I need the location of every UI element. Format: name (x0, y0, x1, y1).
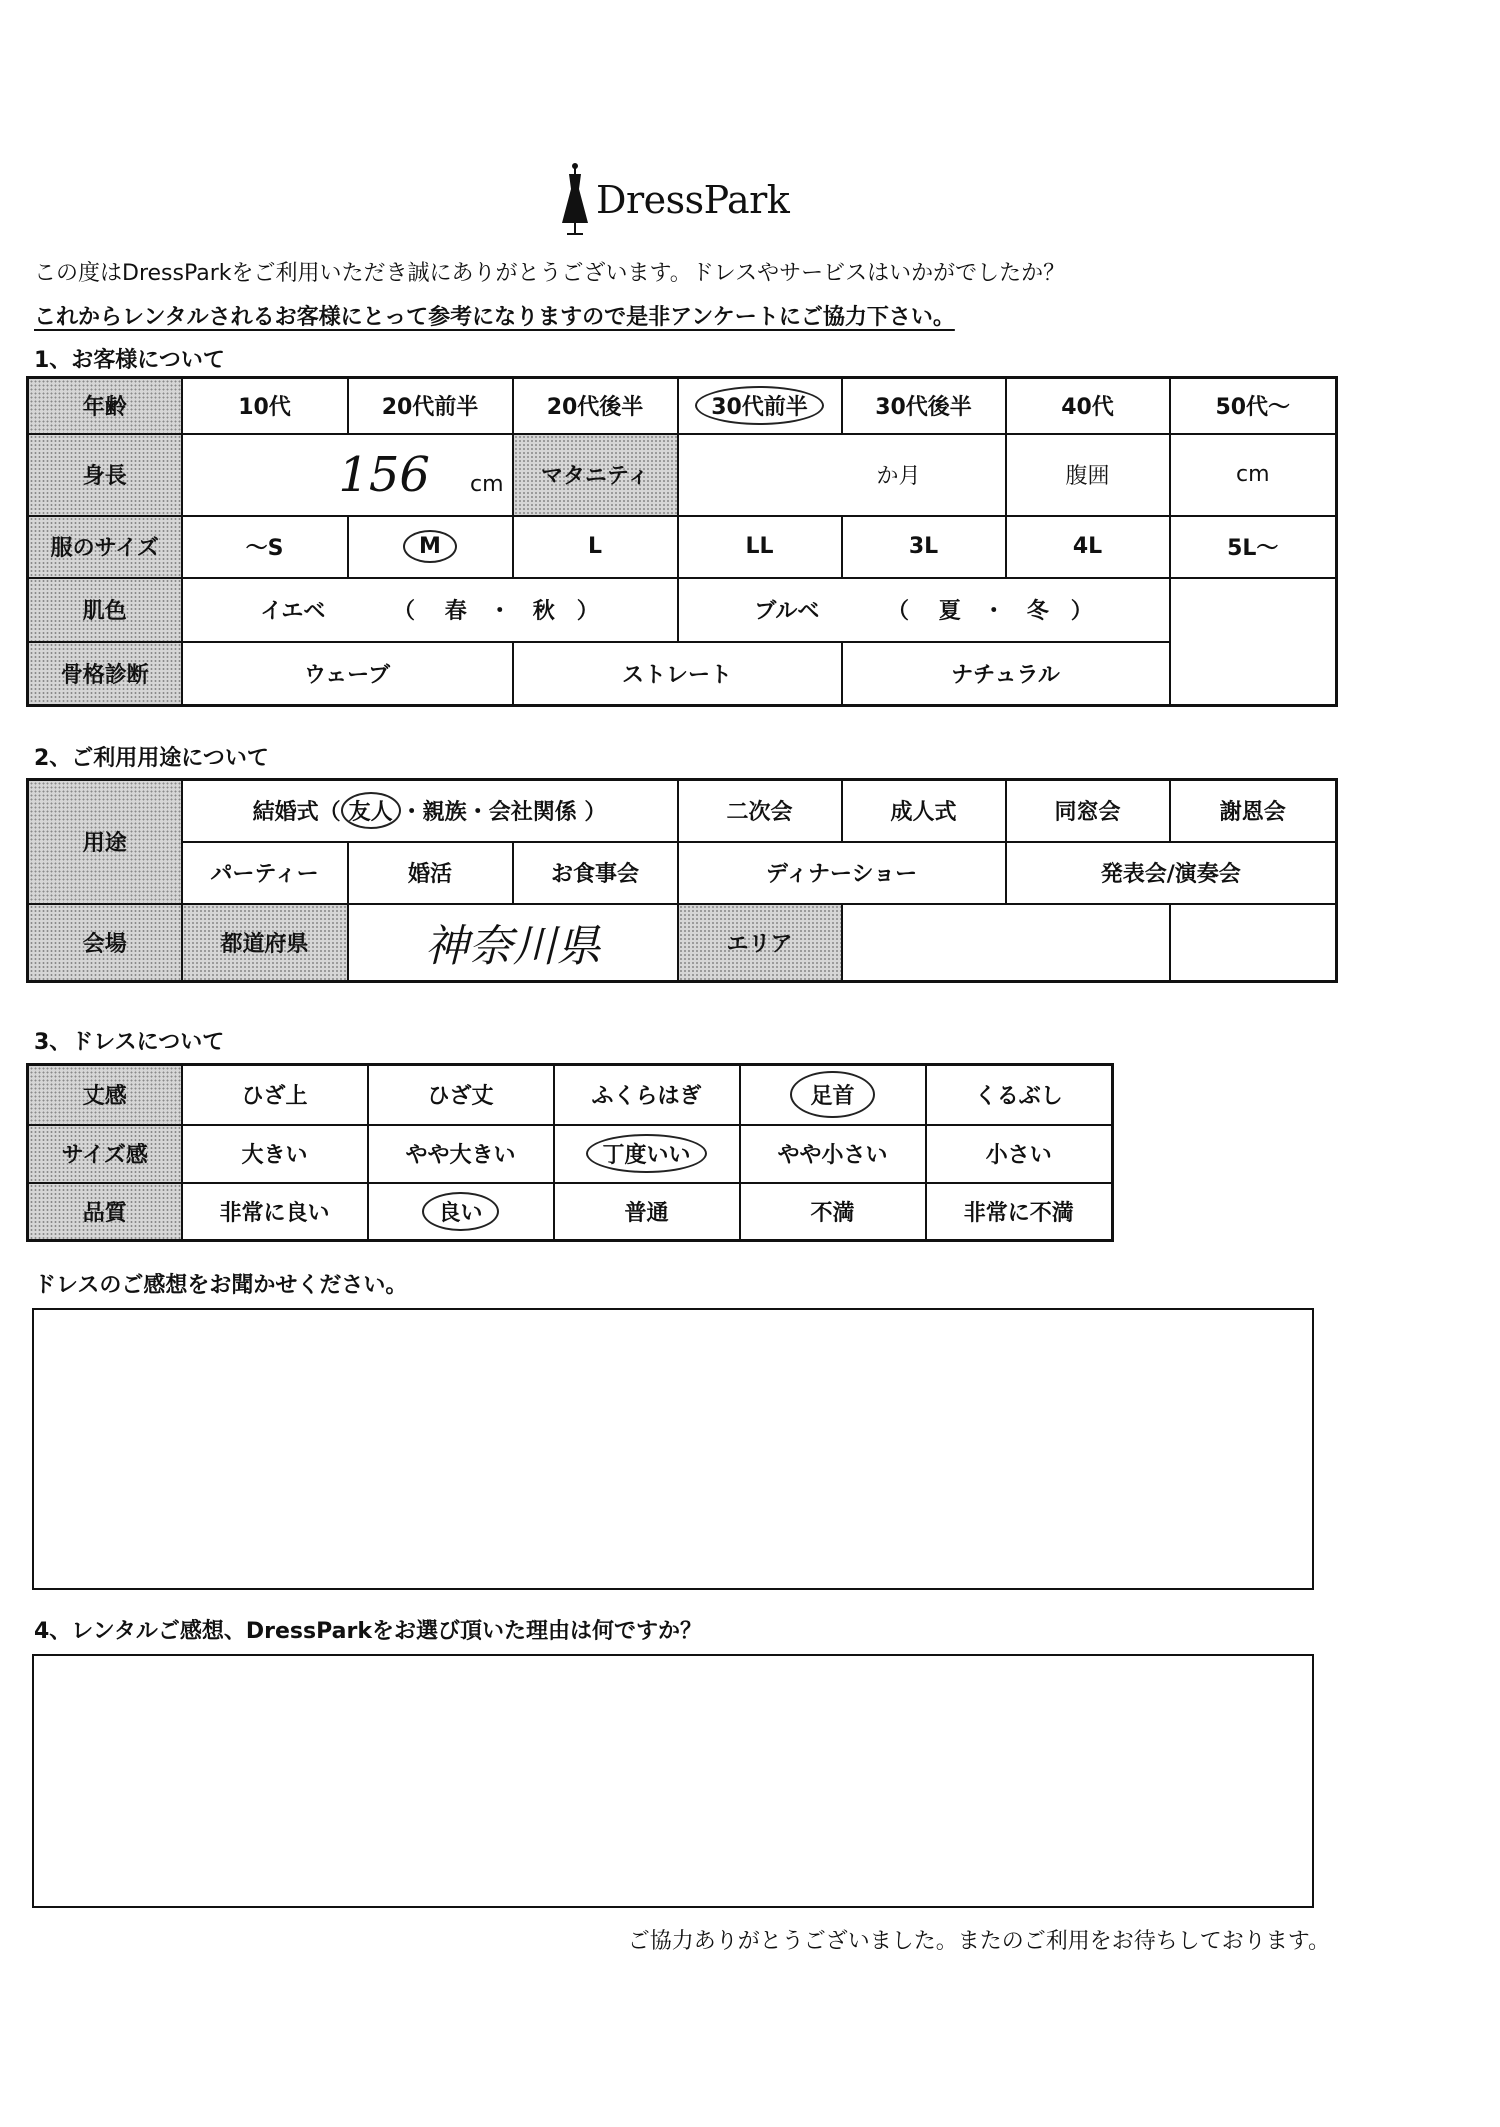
skeleton-option-straight[interactable]: ストレート (513, 642, 842, 706)
usage-option-dinner[interactable]: お食事会 (513, 842, 678, 904)
intro-request: これからレンタルされるお客様にとって参考になりますので是非アンケートにご協力下さい。 (34, 305, 955, 330)
fit-option-slightly-small[interactable]: やや小さい (740, 1125, 926, 1183)
prefecture-value: 神奈川県 (424, 921, 601, 973)
height-value: 156 (338, 446, 430, 503)
blue-base-option[interactable]: ブルベ （ 夏 ・ 冬 ） (678, 578, 1170, 642)
usage-option-dinner-show[interactable]: ディナーショー (678, 842, 1006, 904)
usage-row-1 (28, 780, 1337, 842)
maternity-label: マタニティ (513, 434, 678, 516)
area-label: エリア (678, 904, 842, 982)
prefecture-label: 都道府県 (182, 904, 348, 982)
length-option-ankle[interactable] (740, 1065, 926, 1125)
empty-cell (1170, 904, 1337, 982)
rental-comment-box[interactable] (32, 1654, 1314, 1908)
quality-option-excellent[interactable]: 非常に良い (182, 1183, 368, 1241)
spring-option[interactable]: 春 (444, 599, 467, 624)
quality-option-poor[interactable]: 不満 (740, 1183, 926, 1241)
relatives-option[interactable]: 親族 (422, 800, 467, 826)
quality-label: 品質 (28, 1183, 182, 1241)
venue-row (28, 904, 1337, 982)
section1-title: 1、お客様について (34, 348, 225, 373)
length-row (28, 1065, 1113, 1125)
closing-message: ご協力ありがとうございました。またのご利用をお待ちしております。 (627, 1929, 1330, 1954)
dress-mannequin-icon (558, 161, 592, 239)
winter-option[interactable]: 冬 (1026, 599, 1049, 624)
skeleton-label: 骨格診断 (28, 642, 182, 706)
skeleton-row (28, 642, 1337, 706)
length-option-anklebone[interactable]: くるぶし (926, 1065, 1113, 1125)
usage-option-thanks-party[interactable]: 謝恩会 (1170, 780, 1337, 842)
length-option-above-knee[interactable]: ひざ上 (182, 1065, 368, 1125)
quality-option-good[interactable] (368, 1183, 554, 1241)
maternity-unit: か月 (876, 464, 921, 489)
fit-option-large[interactable]: 大きい (182, 1125, 368, 1183)
usage-option-coming-of-age[interactable]: 成人式 (842, 780, 1006, 842)
size-row (28, 516, 1337, 578)
section2-title: 2、ご利用用途について (34, 746, 269, 771)
summer-option[interactable]: 夏 (938, 599, 961, 624)
size-option-3l[interactable]: 3L (842, 516, 1006, 578)
size-label: 服のサイズ (28, 516, 182, 578)
fit-option-slightly-large[interactable]: やや大きい (368, 1125, 554, 1183)
age-label: 年齢 (28, 378, 182, 434)
usage-label: 用途 (28, 780, 182, 904)
fit-option-just-right[interactable] (554, 1125, 740, 1183)
dress-comment-title: ドレスのご感想をお聞かせください。 (34, 1273, 408, 1298)
yellow-base-option[interactable]: イエベ （ 春 ・ 秋 ） (182, 578, 678, 642)
quality-row (28, 1183, 1113, 1241)
brand-name: DressPark (596, 178, 790, 222)
length-label: 丈感 (28, 1065, 182, 1125)
section4-title: 4、レンタルご感想、DressParkをお選び頂いた理由は何ですか？ (34, 1619, 702, 1644)
length-option-calf[interactable]: ふくらはぎ (554, 1065, 740, 1125)
venue-label: 会場 (28, 904, 182, 982)
size-option-s[interactable]: ～S (182, 516, 348, 578)
empty-cell (1170, 578, 1337, 642)
age-row (28, 378, 1337, 434)
dresspark-logo (558, 160, 789, 240)
company-option[interactable]: 会社関係 (488, 800, 577, 826)
skin-label: 肌色 (28, 578, 182, 642)
selected-circle: 良い (422, 1192, 498, 1231)
usage-option-afterparty[interactable]: 二次会 (678, 780, 842, 842)
usage-option-konkatsu[interactable]: 婚活 (348, 842, 513, 904)
length-option-knee[interactable]: ひざ丈 (368, 1065, 554, 1125)
age-option-50s[interactable]: 50代～ (1170, 378, 1337, 434)
skeleton-option-wave[interactable]: ウェーブ (182, 642, 513, 706)
quality-option-very-poor[interactable]: 非常に不満 (926, 1183, 1113, 1241)
age-option-20s-late[interactable]: 20代後半 (513, 378, 678, 434)
usage-row-2 (28, 842, 1337, 904)
area-field[interactable] (842, 904, 1170, 982)
quality-option-average[interactable]: 普通 (554, 1183, 740, 1241)
usage-table (26, 778, 1338, 983)
age-option-40s[interactable]: 40代 (1006, 378, 1170, 434)
section3-title: 3、ドレスについて (34, 1030, 225, 1055)
wedding-option[interactable]: 結婚式（ 友人 ・親族・会社関係 ） (182, 780, 678, 842)
maternity-field[interactable] (678, 434, 1006, 516)
height-field[interactable] (182, 434, 513, 516)
size-option-4l[interactable]: 4L (1006, 516, 1170, 578)
age-option-30s-early[interactable] (678, 378, 842, 434)
wedding-label: 結婚式 (252, 800, 319, 826)
age-option-20s-early[interactable]: 20代前半 (348, 378, 513, 434)
usage-option-party[interactable]: パーティー (182, 842, 348, 904)
fit-row (28, 1125, 1113, 1183)
selected-circle: M (403, 530, 457, 563)
prefecture-field[interactable] (348, 904, 678, 982)
waist-field[interactable] (1170, 434, 1337, 516)
skin-row (28, 578, 1337, 642)
size-option-m[interactable] (348, 516, 513, 578)
friend-option[interactable]: 友人 (341, 792, 401, 829)
size-option-ll[interactable]: LL (678, 516, 842, 578)
age-option-10s[interactable]: 10代 (182, 378, 348, 434)
skeleton-option-natural[interactable]: ナチュラル (842, 642, 1170, 706)
size-option-l[interactable]: L (513, 516, 678, 578)
dress-comment-box[interactable] (32, 1308, 1314, 1590)
intro-text: この度はDressParkをご利用いただき誠にありがとうございます。ドレスやサービスはいかがでしたか？ (34, 261, 1066, 286)
usage-option-recital[interactable]: 発表会/演奏会 (1006, 842, 1337, 904)
selected-circle: 30代前半 (695, 386, 824, 425)
height-row (28, 434, 1337, 516)
yellow-base-label: イエベ (260, 599, 326, 624)
usage-option-reunion[interactable]: 同窓会 (1006, 780, 1170, 842)
selected-circle: 足首 (790, 1071, 874, 1118)
customer-table (26, 376, 1338, 707)
dress-table (26, 1063, 1114, 1242)
fit-option-small[interactable]: 小さい (926, 1125, 1113, 1183)
blue-base-label: ブルベ (754, 599, 820, 624)
size-option-5l[interactable]: 5L～ (1170, 516, 1337, 578)
age-option-30s-late[interactable]: 30代後半 (842, 378, 1006, 434)
height-label: 身長 (28, 434, 182, 516)
waist-label: 腹囲 (1006, 434, 1170, 516)
waist-unit: cm (1235, 462, 1270, 487)
fit-label: サイズ感 (28, 1125, 182, 1183)
selected-circle: 丁度いい (586, 1134, 706, 1173)
height-unit: cm (469, 471, 504, 497)
autumn-option[interactable]: 秋 (532, 599, 555, 624)
empty-cell (1170, 642, 1337, 706)
